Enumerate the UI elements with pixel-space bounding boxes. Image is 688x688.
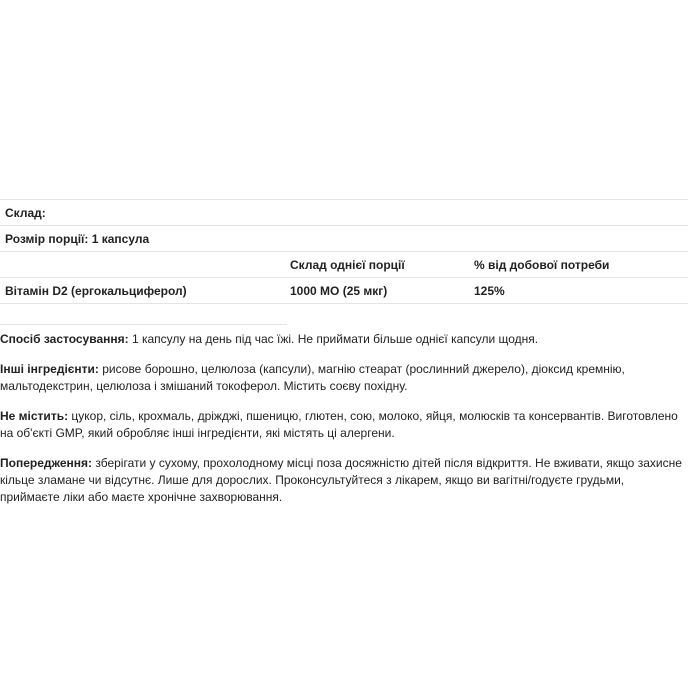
table-title: Склад: bbox=[5, 206, 46, 220]
divider bbox=[0, 324, 287, 325]
column-header-amount: Склад однієї порції bbox=[290, 258, 405, 272]
supplement-facts-table bbox=[0, 199, 688, 304]
other-ingredients-paragraph bbox=[0, 361, 684, 395]
other-ingredients-text: рисове борошно, целюлоза (капсули), магнію стеарат (рослинний джерело), діоксид кремнію, мальтодекстрин, целюлоза і змішаний токоферол. Містить соєву похідну. bbox=[0, 362, 625, 393]
table-row bbox=[0, 277, 688, 304]
warning-label: Попередження: bbox=[0, 456, 93, 470]
nutrient-name: Вітамін D2 (ергокальциферол) bbox=[5, 284, 187, 298]
usage-label: Спосіб застосування: bbox=[0, 332, 129, 346]
free-of-label: Не містить: bbox=[0, 409, 69, 423]
column-header-daily-value: % від добової потреби bbox=[474, 258, 610, 272]
table-title-row bbox=[0, 199, 688, 225]
serving-size-row bbox=[0, 225, 688, 251]
other-ingredients-label: Інші інгредієнти: bbox=[0, 362, 99, 376]
warning-text: зберігати у сухому, прохолодному місці поза досяжністю дітей після відкриття. Не вживати, якщо захисне кільце зламане чи відсутнє. Лише для дорослих. Проконсультуйтеся з лікарем, якщо ви вагітні/годуєте грудьми, приймаєте ліки або маєте хронічне захворювання. bbox=[0, 456, 682, 504]
usage-paragraph bbox=[0, 331, 684, 348]
free-of-paragraph bbox=[0, 408, 684, 442]
table-header-row bbox=[0, 251, 688, 277]
product-info bbox=[0, 331, 684, 519]
nutrient-amount: 1000 МО (25 мкг) bbox=[290, 284, 388, 298]
nutrient-daily-value: 125% bbox=[474, 284, 505, 298]
warning-paragraph bbox=[0, 455, 684, 506]
serving-size: Розмір порції: 1 капсула bbox=[5, 232, 150, 246]
usage-text: 1 капсулу на день під час їжі. Не приймати більше однієї капсули щодня. bbox=[128, 332, 539, 346]
free-of-text: цукор, сіль, крохмаль, дріжджі, пшеницю, глютен, сою, молоко, яйця, молюсків та консервантів. Виготовлено на об'єкті GMP, який обробляє інші інгредієнти, які містять ці алергени. bbox=[0, 409, 678, 440]
